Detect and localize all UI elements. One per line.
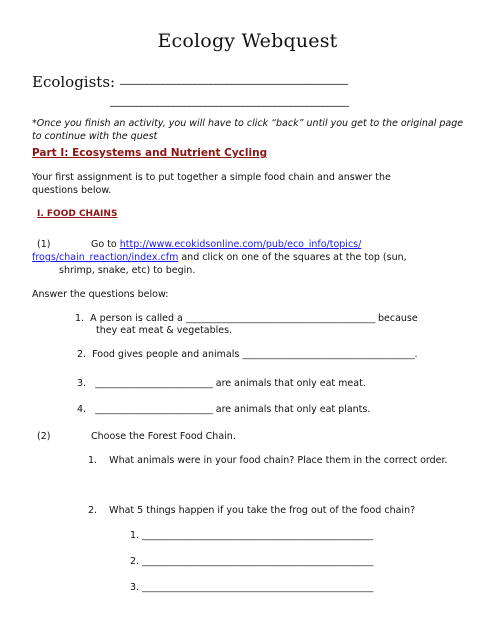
sub-question-2 — [88, 505, 415, 516]
question-2 — [77, 349, 418, 360]
answer-line-2 — [130, 556, 373, 567]
sub-question-number: 2. — [88, 505, 98, 516]
step1-go-to — [91, 239, 361, 250]
sub-question-text: What animals were in your food chain? Place them in the correct order. — [109, 455, 448, 466]
ecokids-link-part1[interactable]: http://www.ecokidsonline.com/pub/eco_info/topics/ — [119, 239, 362, 250]
ecologists-label: Ecologists: — [32, 73, 116, 91]
answer-line-number: 1. — [130, 530, 140, 541]
question-3 — [77, 378, 366, 389]
step1-number: (1) — [37, 239, 51, 250]
ecologists-blank-2[interactable]: _____________________________________________ — [110, 94, 349, 107]
part1-heading: Part I: Ecosystems and Nutrient Cycling — [32, 147, 268, 159]
question-text: A person is called a — [90, 313, 183, 324]
step1-line2 — [32, 252, 407, 263]
question-text-after: . — [414, 349, 418, 360]
question-4 — [77, 404, 370, 415]
sub-question-text: What 5 things happen if you take the frog out of the food chain? — [109, 505, 416, 516]
step1-continuation: shrimp, snake, etc) to begin. — [59, 265, 196, 276]
question-text-after: are animals that only eat plants. — [215, 404, 371, 415]
step1-after-url: and click on one of the squares at the top (sun, — [181, 252, 407, 263]
answer-line-3 — [130, 582, 373, 593]
answer-blank[interactable]: _______________________________________________________ — [142, 583, 374, 593]
go-to-text: Go to — [91, 239, 117, 250]
answer-line-1 — [130, 530, 373, 541]
intro-text: Your first assignment is to put together a simple food chain and answer the questions below. — [32, 172, 391, 196]
answer-blank[interactable]: _______________________________________________________ — [142, 557, 374, 567]
section-heading-food-chains: I. FOOD CHAINS — [37, 209, 118, 219]
answer-blank[interactable]: ____________________________ — [95, 405, 213, 415]
page-title: Ecology Webquest — [157, 30, 338, 52]
ecokids-link-part2[interactable]: frogs/chain_reaction/index.cfm — [32, 252, 179, 263]
question-1-line2: they eat meat & vegetables. — [96, 325, 233, 336]
question-text-after: are animals that only eat meat. — [215, 378, 366, 389]
question-number: 2. — [77, 349, 87, 360]
answer-blank[interactable]: _______________________________________________________ — [142, 531, 374, 541]
question-text: Food gives people and animals — [92, 349, 240, 360]
question-1 — [75, 313, 418, 324]
instruction-note: *Once you finish an activity, you will have to click “back” until you get to the original page to continue with the quest — [32, 118, 464, 142]
step2-text: Choose the Forest Food Chain. — [91, 431, 236, 442]
ecologists-blank-1[interactable]: ___________________________________________ — [120, 72, 348, 85]
sub-question-1 — [88, 455, 448, 466]
question-number: 1. — [75, 313, 85, 324]
question-text-after: because — [377, 313, 418, 324]
step2-number: (2) — [37, 431, 51, 442]
answer-blank[interactable]: ____________________________ — [95, 379, 213, 389]
answer-line-number: 3. — [130, 582, 140, 593]
question-number: 3. — [77, 378, 87, 389]
answer-line-number: 2. — [130, 556, 140, 567]
sub-question-number: 1. — [88, 455, 98, 466]
answer-blank[interactable]: _________________________________________ — [242, 350, 415, 360]
answer-prompt: Answer the questions below: — [32, 289, 169, 300]
answer-blank[interactable]: _____________________________________________ — [185, 314, 375, 324]
question-number: 4. — [77, 404, 87, 415]
